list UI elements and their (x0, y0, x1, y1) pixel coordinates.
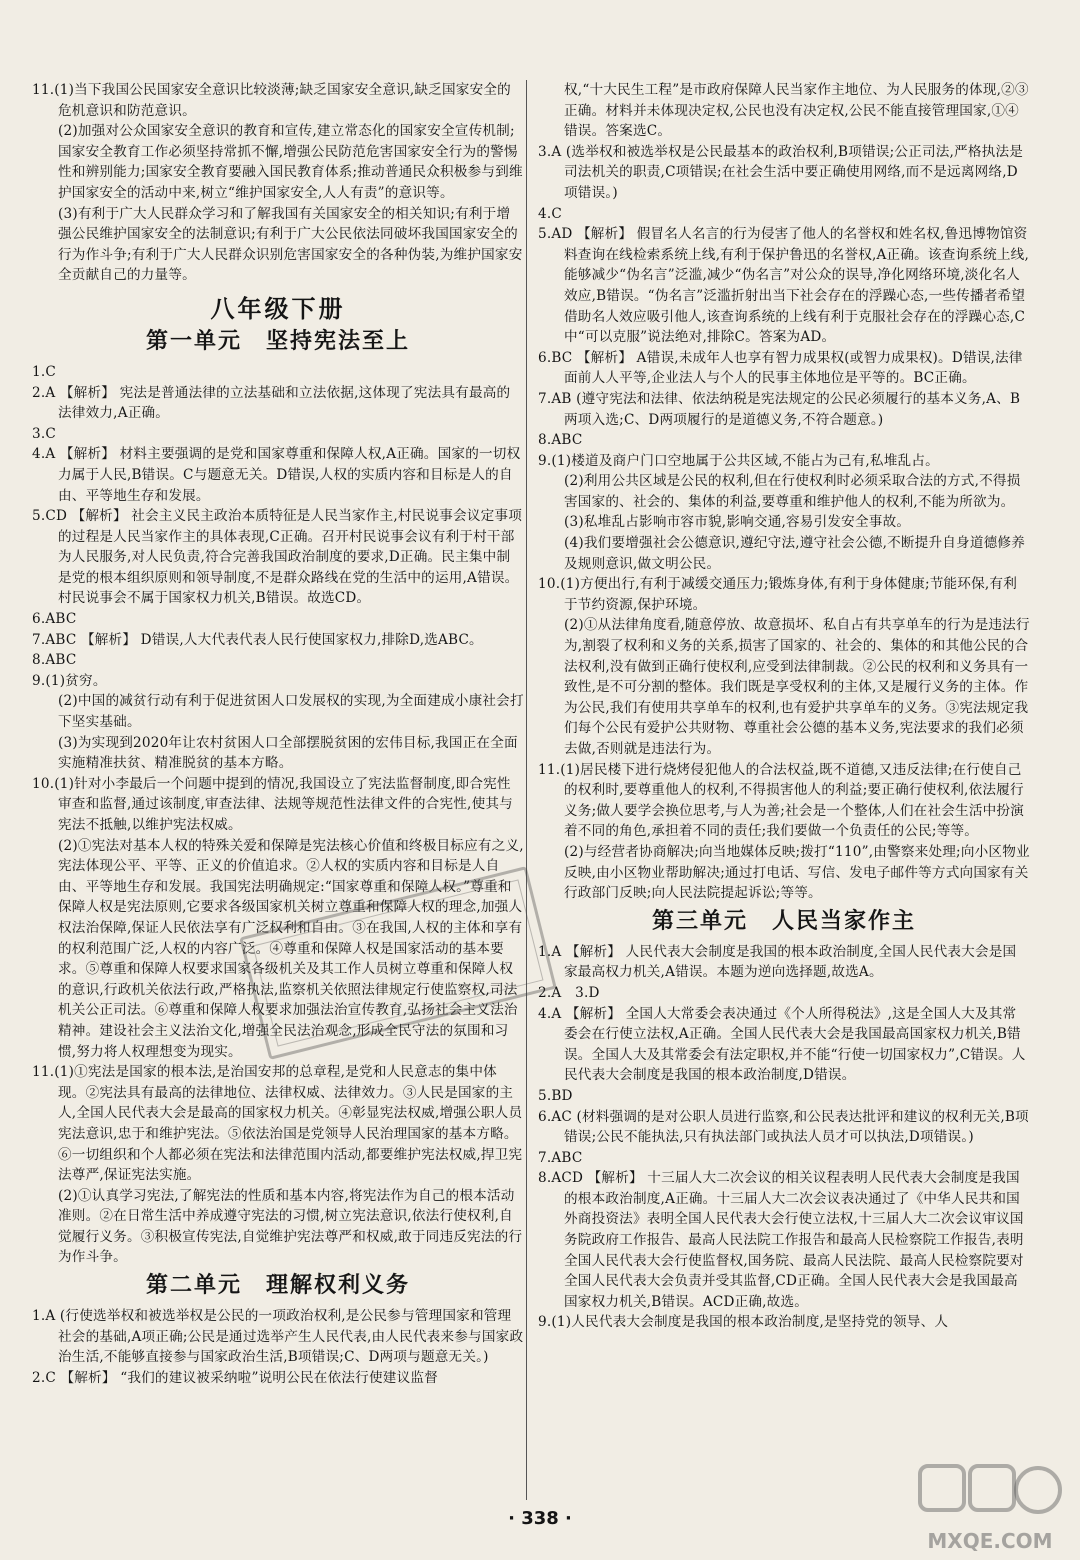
right-answer-paragraph: 4.A 【解析】 全国人大常委会表决通过《个人所得税法》,这是全国人大及其常委会在行使立法权,A正确。全国人民代表大会是我国最高国家权力机关,B错误。全国人大及其常委会有法定职权,并不能“行使一切国家权力”,C错误。人民代表大会制度是我国的根本政治制度,D错误。 (538, 1005, 1026, 1084)
right-answer-paragraph: 权,“十大民生工程”是市政府保障人民当家作主地位、为人民服务的体现,②③正确。材料并未体现决定权,公民也没有决定权,公民不能直接管理国家,①④错误。答案选C。 (564, 82, 1029, 140)
right-answer-paragraph: 6.BC 【解析】 A错误,未成年人也享有智力成果权(或智力成果权)。D错误,法律面前人人平等,企业法人与个人的民事主体地位是平等的。BC正确。 (538, 349, 1023, 387)
right-answer-paragraph: 8.ACD 【解析】 十三届人大二次会议的相关议程表明人民代表大会制度是我国的根本政治制度,A正确。十三届人大二次会议表决通过了《中华人民共和国外商投资法》表明全国人民代表大会行使立法权,十三届人大二次会议审议国务院政府工作报告、最高人民法院工作报告和最高人民检察院工作报告,表明全国人民代表大会行使监督权,国务院、最高人民法院、最高人民检察院要对全国人民代表大会负责并受其监督,CD正确。全国人民代表大会是我国最高国家权力机关,B错误。ACD正确,故选。 (538, 1170, 1024, 1310)
right-answer-paragraph: (2)利用公共区域是公民的权利,但在行使权利时必须采取合法的方式,不得损害国家的、社会的、集体的利益,要尊重和维护他人的权利,不能为所欲为。 (564, 473, 1021, 510)
left-answer-paragraph: 11.(1)①宪法是国家的根本法,是治国安邦的总章程,是党和人民意志的集中体现。②宪法具有最高的法律地位、法律权威、法律效力。③人民是国家的主人,全国人民代表大会是最高的国家权力机关。④彰显宪法权威,增强公职人员宪法意识,忠于和维护宪法。⑤依法治国是党领导人民治理国家的基本方略。⑥一切组织和个人都必须在宪法和法律范围内活动,都要维护宪法权威,捍卫宪法尊严,保证宪法实施。 (32, 1064, 523, 1184)
left-answer-paragraph: 7.ABC 【解析】 D错误,人大代表代表人民行使国家权力,排除D,选ABC。 (32, 631, 483, 648)
site-watermark-logo (916, 1462, 1066, 1558)
right-answer-paragraph: 8.ABC (538, 432, 583, 449)
left-unit-heading: 第一单元 坚持宪法至上 (145, 328, 410, 354)
left-answer-paragraph: (2)①认真学习宪法,了解宪法的性质和基本内容,将宪法作为自己的根本活动准则。②在日常生活中养成遵守宪法的习惯,树立宪法意识,依法行使权利,自觉履行义务。③积极宣传宪法,自觉维护宪法尊严和权威,敢于同违反宪法的行为作斗争。 (58, 1187, 523, 1266)
left-answer-paragraph: (2)①宪法对基本人权的特殊关爱和保障是宪法核心价值和终极目标应有之义,宪法体现公平、平等、正义的价值追求。②人权的实质内容和目标是人自由、平等地生存和发展。我国宪法明确规定:“国家尊重和保障人权。”尊重和保障人权是宪法原则,它要求各级国家机关树立尊重和保障人权的理念,加强人权法治保障,保证人民依法享有广泛权利和自由。③在我国,人权的主体和享有的权利范围广泛,人权的内容广泛。④尊重和保障人权是国家活动的基本要求。⑤尊重和保障人权要求国家各级机关及其工作人员树立尊重和保障人权的意识,行政机关依法行政,严格执法,监察机关依照法律规定行使监察权,司法机关公正司法。⑥尊重和保障人权要求加强法治宣传教育,弘扬社会主义法治精神。建设社会主义法治文化,增强全民法治观念,形成全民守法的氛围和习惯,努力将人权理想变为现实。 (58, 837, 524, 1060)
column-divider (526, 80, 527, 1500)
left-answer-paragraph: 2.C 【解析】 “我们的建议被采纳啦”说明公民在依法行使建议监督 (32, 1369, 438, 1386)
left-answer-paragraph: 10.(1)针对小李最后一个问题中提到的情况,我国设立了宪法监督制度,即合宪性审查和监督,通过该制度,审查法律、法规等规范性法律文件的合宪性,使其与宪法不抵触,以维护宪法权威。 (32, 775, 513, 833)
left-answer-paragraph: (3)有利于广大人民群众学习和了解我国有关国家安全的相关知识;有利于增强公民维护国家安全的法制意识;有利于广大公民依法同破坏我国国家安全的行为作斗争;有利于广大人民群众识别危害国家安全的各种伪装,为维护国家安全贡献自己的力量等。 (58, 205, 523, 284)
right-answer-paragraph: 5.BD (538, 1087, 573, 1104)
left-answer-paragraph: 9.(1)贫穷。 (32, 672, 107, 689)
right-answer-paragraph: 2.A 3.D (538, 984, 600, 1001)
right-answer-paragraph: 10.(1)方便出行,有利于减缓交通压力;锻炼身体,有利于身体健康;节能环保,有利于节约资源,保护环境。 (538, 576, 1018, 613)
right-answer-paragraph: 9.(1)楼道及商户门口空地属于公共区域,不能占为己有,私堆乱占。 (538, 452, 939, 469)
left-answer-paragraph: 2.A 【解析】 宪法是普通法律的立法基础和立法依据,这体现了宪法具有最高的法律效力,A正确。 (32, 384, 511, 422)
right-answer-paragraph: 4.C (538, 205, 562, 222)
left-column (32, 80, 524, 1388)
left-answer-paragraph: (3)为实现到2020年让农村贫困人口全部摆脱贫困的宏伟目标,我国正在全面实施精准扶贫、精准脱贫的基本方略。 (58, 734, 518, 772)
right-answer-paragraph: 11.(1)居民楼下进行烧烤侵犯他人的合法权益,既不道德,又违反法律;在行使自己的权利时,要尊重他人的权利,不得损害他人的利益;要正确行使权利,依法履行义务;做人要学会换位思考,与人为善;社会是一个整体,人们在社会生活中扮演着不同的角色,承担着不同的责任;我们要做一个负责任的公民;等等。 (538, 761, 1024, 840)
right-answer-paragraph: 1.A 【解析】 人民代表大会制度是我国的根本政治制度,全国人民代表大会是国家最高权力机关,A错误。本题为逆向选择题,故选A。 (538, 943, 1017, 981)
right-answer-paragraph: 3.A (选举权和被选举权是公民最基本的政治权利,B项错误;公正司法,严格执法是司法机关的职责,C项错误;在社会生活中要正确使用网络,而不是远离网络,D项错误。) (538, 143, 1024, 201)
right-unit-heading: 第三单元 人民当家作主 (651, 908, 916, 934)
right-answer-paragraph: (2)①从法律角度看,随意停放、故意损坏、私自占有共享单车的行为是违法行为,割裂了权利和义务的关系,损害了国家的、社会的、集体的和其他公民的合法权利,没有做到正确行使权利,应受到法律制裁。②公民的权利和义务具有一致性,是不可分割的整体。我们既是享受权利的主体,又是履行义务的主体。作为公民,我们有使用共享单车的权利,也有爱护共享单车的义务。③宪法规定我们每个公民有爱护公共财物、尊重社会公德的基本义务,宪法要求的我们必须去做,否则就是违法行为。 (564, 617, 1030, 757)
svg-text:MXQE.COM: MXQE.COM (927, 1529, 1053, 1553)
left-answer-paragraph: 5.CD 【解析】 社会主义民主政治本质特征是人民当家作主,村民说事会议定事项的过程是人民当家作主的具体表现,C正确。召开村民说事会议有利于村干部为人民服务,对人民负责,符合完善我国政治制度的要求,D正确。民主集中制是党的根本组织原则和领导制度,不是群众路线在党的生活中的运用,A错误。村民说事会不属于国家权力机关,B错误。故选CD。 (32, 508, 523, 607)
left-answer-paragraph: 8.ABC (32, 652, 77, 669)
right-answer-paragraph: 9.(1)人民代表大会制度是我国的根本政治制度,是坚持党的领导、人 (538, 1314, 949, 1331)
right-answer-paragraph: 7.ABC (538, 1149, 583, 1166)
right-answer-paragraph: 6.AC (材料强调的是对公职人员进行监察,和公民表达批评和建议的权利无关,B项错误;公民不能执法,只有执法部门或执法人员才可以执法,D项错误。) (538, 1108, 1029, 1146)
left-unit-heading: 第二单元 理解权利义务 (145, 1273, 410, 1299)
left-answer-paragraph: 6.ABC (32, 611, 77, 628)
left-answer-paragraph: 1.C (32, 363, 56, 380)
right-answer-paragraph: 5.AD 【解析】 假冒名人名言的行为侵害了他人的名誉权和姓名权,鲁迅博物馆资料查询在线检索系统上线,有利于保护鲁迅的名誉权,A正确。该查询系统上线,能够减少“伪名言”泛滥,减少“伪名言”对公众的误导,净化网络环境,淡化名人效应,B错误。“伪名言”泛滥折射出当下社会存在的浮躁心态,一些传播者希望借助名人效应吸引他人,该查询系统的上线有利于克服社会存在的浮躁心态,C中“可以克服”说法绝对,排除C。答案为AD。 (538, 226, 1029, 346)
right-answer-paragraph: (3)私堆乱占影响市容市貌,影响交通,容易引发安全事故。 (564, 514, 911, 531)
left-answer-paragraph: 11.(1)当下我国公民国家安全意识比较淡薄;缺乏国家安全意识,缺乏国家安全的危机意识和防范意识。 (32, 82, 511, 119)
left-answer-paragraph: 3.C (32, 425, 56, 442)
left-answer-paragraph: 4.A 【解析】 材料主要强调的是党和国家尊重和保障人权,A正确。国家的一切权力属于人民,B错误。C与题意无关。D错误,人权的实质内容和目标是人的自由、平等地生存和发展。 (32, 446, 521, 504)
left-answer-paragraph: (2)加强对公众国家安全意识的教育和宣传,建立常态化的国家安全宣传机制;国家安全教育工作必须坚持常抓不懈,增强公民防范危害国家安全行为的警惕性和辨别能力;国家安全教育要融入国民教育体系;推动普通民众积极参与到维护国家安全的活动中来,树立“维护国家安全,人人有责”的意识等。 (58, 123, 523, 201)
right-answer-paragraph: (2)与经营者协商解决;向当地媒体反映;拨打“110”,由警察来处理;向小区物业反映,由小区物业帮助解决;通过打电话、写信、发电子邮件等方式向国家有关行政部门反映;向人民法院提起诉讼;等等。 (564, 843, 1030, 902)
right-column (538, 80, 1030, 1333)
right-answer-paragraph: (4)我们要增强社会公德意识,遵纪守法,遵守社会公德,不断提升自身道德修养及规则意识,做文明公民。 (564, 535, 1026, 572)
left-answer-paragraph: (2)中国的减贫行动有利于促进贫困人口发展权的实现,为全面建成小康社会打下坚实基础。 (58, 693, 524, 731)
page-number: · 338 · (508, 1508, 572, 1529)
left-grade-heading: 八年级下册 (210, 294, 346, 323)
right-answer-paragraph: 7.AB (遵守宪法和法律、依法纳税是宪法规定的公民必须履行的基本义务,A、B两项入选;C、D两项履行的是道德义务,不符合题意。) (538, 390, 1021, 428)
left-answer-paragraph: 1.A (行使选举权和被选举权是公民的一项政治权利,是公民参与管理国家和管理社会的基础,A项正确;公民是通过选举产生人民代表,由人民代表来参与国家政治生活,不能够直接参与国家政治生活,B项错误;C、D两项与题意无关。) (32, 1308, 524, 1366)
